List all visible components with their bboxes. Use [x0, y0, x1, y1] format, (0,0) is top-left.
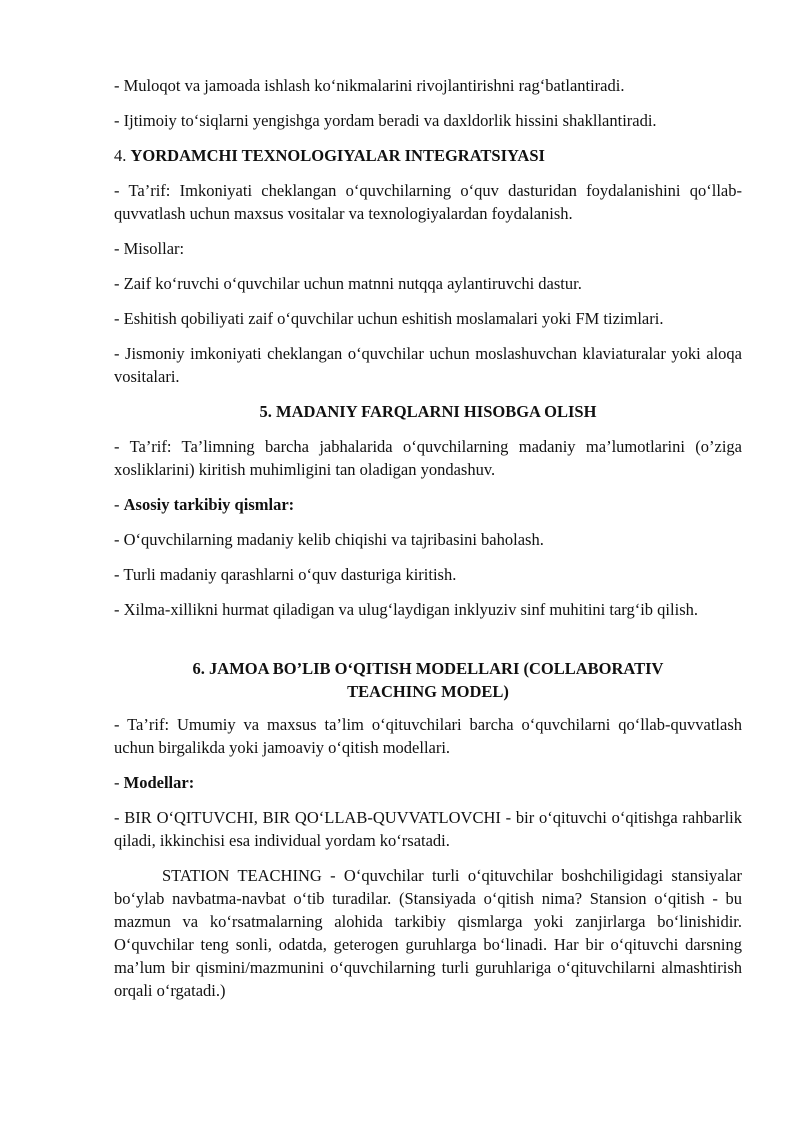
component-assessment: - O‘quvchilarning madaniy kelib chiqishi va tajribasini baholash.: [114, 530, 544, 549]
section-6-definition: - Ta’rif: Umumiy va maxsus ta’lim o‘qituvchilari barcha o‘quvchilarni qo‘llab-quvvatlash uchun birgalikda yoki jamoaviy o‘qitish modellari.: [114, 715, 742, 757]
section-5-heading: 5. MADANIY FARQLARNI HISOBGA OLISH: [259, 402, 597, 421]
bullet-communication: - Muloqot va jamoada ishlash ko‘nikmalarini rivojlantirishni rag‘batlantiradi.: [114, 76, 625, 95]
spacer: [114, 633, 742, 657]
section-6-heading: [114, 657, 742, 703]
section-4-heading: [114, 144, 742, 167]
models-dash: -: [114, 773, 124, 792]
models-title: Modellar:: [123, 773, 195, 792]
section-5-definition: - Ta’rif: Ta’limning barcha jabhalarida o‘quvchilarning madaniy ma’lumotlarini (o’ziga xosliklarini) kiritish muhimligini tan oladigan yondashuv.: [114, 437, 742, 479]
component-inclusive-classroom: - Xilma-xillikni hurmat qiladigan va ulug‘laydigan inklyuziv sinf muhitini targ‘ib qilish.: [114, 600, 698, 619]
components-dash: -: [114, 495, 124, 514]
section-6-heading-line2: TEACHING MODEL): [347, 682, 509, 701]
example-text-to-speech: - Zaif ko‘ruvchi o‘quvchilar uchun matnni nutqqa aylantiruvchi dastur.: [114, 274, 582, 293]
section-4-definition: - Ta’rif: Imkoniyati cheklangan o‘quvchilarning o‘quv dasturidan foydalanishini qo‘llab-quvvatlash uchun maxsus vositalar va texnologiyalardan foydalanish.: [114, 181, 742, 223]
section-5-components-label: [114, 493, 742, 516]
model-one-teach-one-assist: - BIR O‘QITUVCHI, BIR QO‘LLAB-QUVVATLOVCHI - bir o‘qituvchi o‘qitishga rahbarlik qiladi, ikkinchisi esa individual yordam ko‘rsatadi.: [114, 808, 742, 850]
section-6-heading-line1: 6. JAMOA BO’LIB O‘QITISH MODELLARI (COLLABORATIV: [192, 659, 664, 678]
model-station-teaching: STATION TEACHING - O‘quvchilar turli o‘qituvchilar boshchiligidagi stansiyalar bo‘ylab navbatma-navbat o‘tib turadilar. (Stansiyada o‘qitish nima? Stansion o‘qitish - bu mazmun va ko‘rsatmalarning alohida tarkibiy qismlarga yoki zanjirlarga bo‘linishidir. O‘quvchilar teng sonli, odatda, geterogen guruhlarga bo‘linadi. Har bir o‘qituvchi darsning ma’lum bir qismini/mazmunini o‘quvchilarning turli guruhlariga o‘qituvchilarni almashtirish orqali o‘rgatadi.): [114, 866, 742, 1000]
component-curriculum: - Turli madaniy qarashlarni o‘quv dasturiga kiritish.: [114, 565, 457, 584]
document-page: [114, 74, 742, 1014]
section-4-title: YORDAMCHI TEXNOLOGIYALAR INTEGRATSIYASI: [130, 146, 545, 165]
section-4-examples-label: - Misollar:: [114, 239, 185, 258]
bullet-social-barriers: - Ijtimoiy to‘siqlarni yengishga yordam beradi va daxldorlik hissini shakllantiradi.: [114, 111, 657, 130]
example-adaptive-keyboards: - Jismoniy imkoniyati cheklangan o‘quvchilar uchun moslashuvchan klaviaturalar yoki aloqa vositalari.: [114, 344, 742, 386]
components-title: Asosiy tarkibiy qismlar:: [123, 495, 295, 514]
section-6-models-label: [114, 771, 742, 794]
section-4-number: 4.: [114, 146, 131, 165]
example-hearing-devices: - Eshitish qobiliyati zaif o‘quvchilar uchun eshitish moslamalari yoki FM tizimlari.: [114, 309, 664, 328]
